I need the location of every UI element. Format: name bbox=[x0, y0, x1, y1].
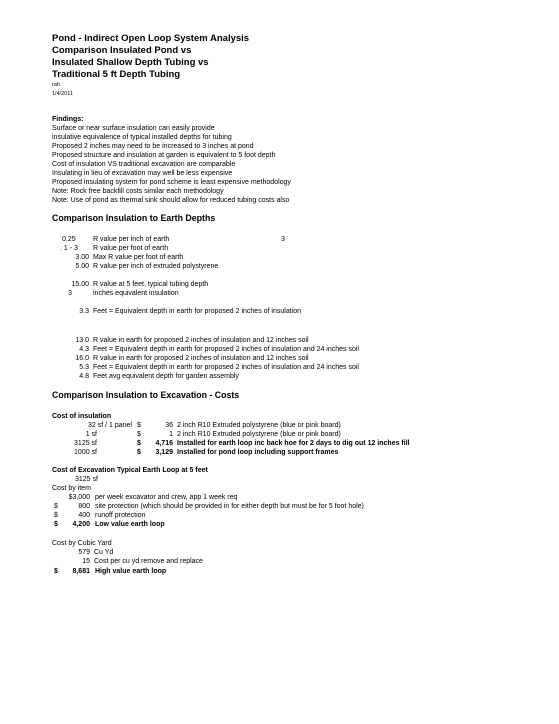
yard-unit: Cu Yd bbox=[94, 549, 114, 556]
depth-desc: inches equivalent insulation bbox=[93, 290, 179, 297]
earth-loop-heading: Cost of Excavation Typical Earth Loop at 5 feet bbox=[52, 467, 208, 474]
excavation-heading: Comparison Insulation to Excavation - Costs bbox=[52, 390, 240, 400]
depth-extra: 3 bbox=[281, 236, 285, 243]
title-line-1: Pond - Indirect Open Loop System Analysis bbox=[52, 33, 250, 44]
finding-line: Note: Use of pond as thermal sink should allow for reduced tubing costs also bbox=[52, 197, 290, 204]
cost-by-item-label: Cost by item bbox=[52, 485, 91, 492]
depth-value: 13.0 bbox=[75, 337, 89, 344]
item-amount: 800 bbox=[78, 503, 90, 510]
yard-cost-desc: Cost per cu yd remove and replace bbox=[94, 558, 203, 565]
cost-currency: $ bbox=[137, 449, 141, 456]
depth-desc: Feet = Equivalent depth in earth for proposed 2 inches of insulation and 24 inches soil bbox=[93, 364, 359, 371]
yard-cost: 15 bbox=[82, 558, 90, 565]
cost-qty: 1000 sf bbox=[74, 449, 97, 456]
author: rah bbox=[52, 82, 60, 88]
item-currency: $ bbox=[54, 512, 58, 519]
item-desc: runoff protection bbox=[95, 512, 146, 519]
yard-qty: 579 bbox=[78, 549, 90, 556]
earth-depths-heading: Comparison Insulation to Earth Depths bbox=[52, 213, 216, 223]
cost-desc: Installed for earth loop inc back hoe for 2 days to dig out 12 inches fill bbox=[177, 440, 410, 447]
depth-desc: Feet = Equivalent depth in earth for proposed 2 inches of insulation bbox=[93, 308, 301, 315]
depth-value: 5.00 bbox=[75, 263, 89, 270]
item-amount: $3,000 bbox=[68, 494, 90, 501]
depth-value: 16.0 bbox=[75, 355, 89, 362]
item-currency: $ bbox=[54, 503, 58, 510]
item-currency: $ bbox=[54, 521, 58, 528]
depth-desc: Feet = Equivalent depth in earth for proposed 2 inches of insulation and 24 inches soil bbox=[93, 346, 359, 353]
cost-amount: 1 bbox=[169, 431, 173, 438]
report-date: 1/4/2011 bbox=[52, 91, 74, 97]
item-desc: Low value earth loop bbox=[95, 521, 165, 528]
depth-desc: Feet avg equivalent depth for garden assembly bbox=[93, 373, 239, 380]
finding-line: Proposed insulating system for pond scheme is least expensive methodology bbox=[52, 179, 291, 186]
item-amount: 4,200 bbox=[72, 521, 90, 528]
depth-desc: Max R value per foot of earth bbox=[93, 254, 184, 261]
depth-value: 3.00 bbox=[75, 254, 89, 261]
cost-currency: $ bbox=[137, 422, 141, 429]
finding-line: Cost of insulation VS traditional excavation are comparable bbox=[52, 161, 236, 168]
depth-desc: R value at 5 feet, typical tubing depth bbox=[93, 281, 209, 288]
depth-desc: R value per foot of earth bbox=[93, 245, 169, 252]
cost-currency: $ bbox=[137, 440, 141, 447]
cost-qty: 32 sf / 1 panel bbox=[88, 422, 132, 429]
finding-line: Surface or near surface insulation can easily provide bbox=[52, 125, 215, 132]
depth-value: 4.8 bbox=[79, 373, 89, 380]
title-line-3: Insulated Shallow Depth Tubing vs bbox=[52, 57, 209, 68]
cost-amount: 3,129 bbox=[155, 449, 173, 456]
cost-by-yard-label: Cost by Cubic Yard bbox=[52, 540, 112, 547]
title-line-2: Comparison Insulated Pond vs bbox=[52, 45, 192, 56]
title-line-4: Traditional 5 ft Depth Tubing bbox=[52, 69, 181, 80]
cost-qty: 1 sf bbox=[85, 431, 97, 438]
findings-heading: Findings: bbox=[52, 116, 84, 123]
cost-desc: 2 inch R10 Extruded polystyrene (blue or pink board) bbox=[177, 422, 341, 429]
depth-value: 15.00 bbox=[71, 281, 89, 288]
finding-line: insulative equivalence of typical installed depths for tubing bbox=[52, 134, 232, 141]
high-value-amount: 8,681 bbox=[72, 568, 90, 575]
depth-desc: R value in earth for proposed 2 inches of insulation and 12 inches soil bbox=[93, 337, 309, 344]
depth-value: 3.3 bbox=[79, 308, 89, 315]
item-desc: site protection (which should be provided in for either depth but must be for 5 foot hole) bbox=[95, 503, 364, 510]
cost-desc: Installed for pond loop including support frames bbox=[177, 449, 339, 456]
depth-value: 0.25 bbox=[62, 236, 76, 243]
finding-line: Insulating in lieu of excavation may well be less expensive bbox=[52, 170, 233, 177]
depth-desc: R value per inch of extruded polystyrene bbox=[93, 263, 219, 270]
cost-amount: 36 bbox=[165, 422, 173, 429]
item-amount: 400 bbox=[78, 512, 90, 519]
depth-value: 4.3 bbox=[79, 346, 89, 353]
depth-value: . 1 - 3 bbox=[60, 245, 78, 252]
finding-line: Proposed 2 inches may need to be increased to 3 inches at pond bbox=[52, 143, 254, 150]
cost-qty: 3125 sf bbox=[74, 440, 97, 447]
depth-value: 3 bbox=[68, 290, 72, 297]
cost-desc: 2 inch R10 Extruded polystyrene (blue or pink board) bbox=[177, 431, 341, 438]
cost-amount: 4,716 bbox=[155, 440, 173, 447]
depth-desc: R value in earth for proposed 2 inches of insulation and 12 inches soil bbox=[93, 355, 309, 362]
high-value-currency: $ bbox=[54, 568, 58, 575]
high-value-desc: High value earth loop bbox=[95, 568, 167, 575]
earth-loop-area: 3125 sf bbox=[75, 476, 98, 483]
depth-value: 5.3 bbox=[79, 364, 89, 371]
cost-currency: $ bbox=[137, 431, 141, 438]
finding-line: Proposed structure and insulation at garden is equivalent to 5 foot depth bbox=[52, 152, 276, 159]
depth-desc: R value per inch of earth bbox=[93, 236, 170, 243]
insulation-cost-heading: Cost of insulation bbox=[52, 413, 112, 420]
item-desc: per week excavator and crew, app 1 week req bbox=[95, 494, 238, 501]
finding-line: Note: Rock free backfill costs similar each methodology bbox=[52, 188, 224, 195]
